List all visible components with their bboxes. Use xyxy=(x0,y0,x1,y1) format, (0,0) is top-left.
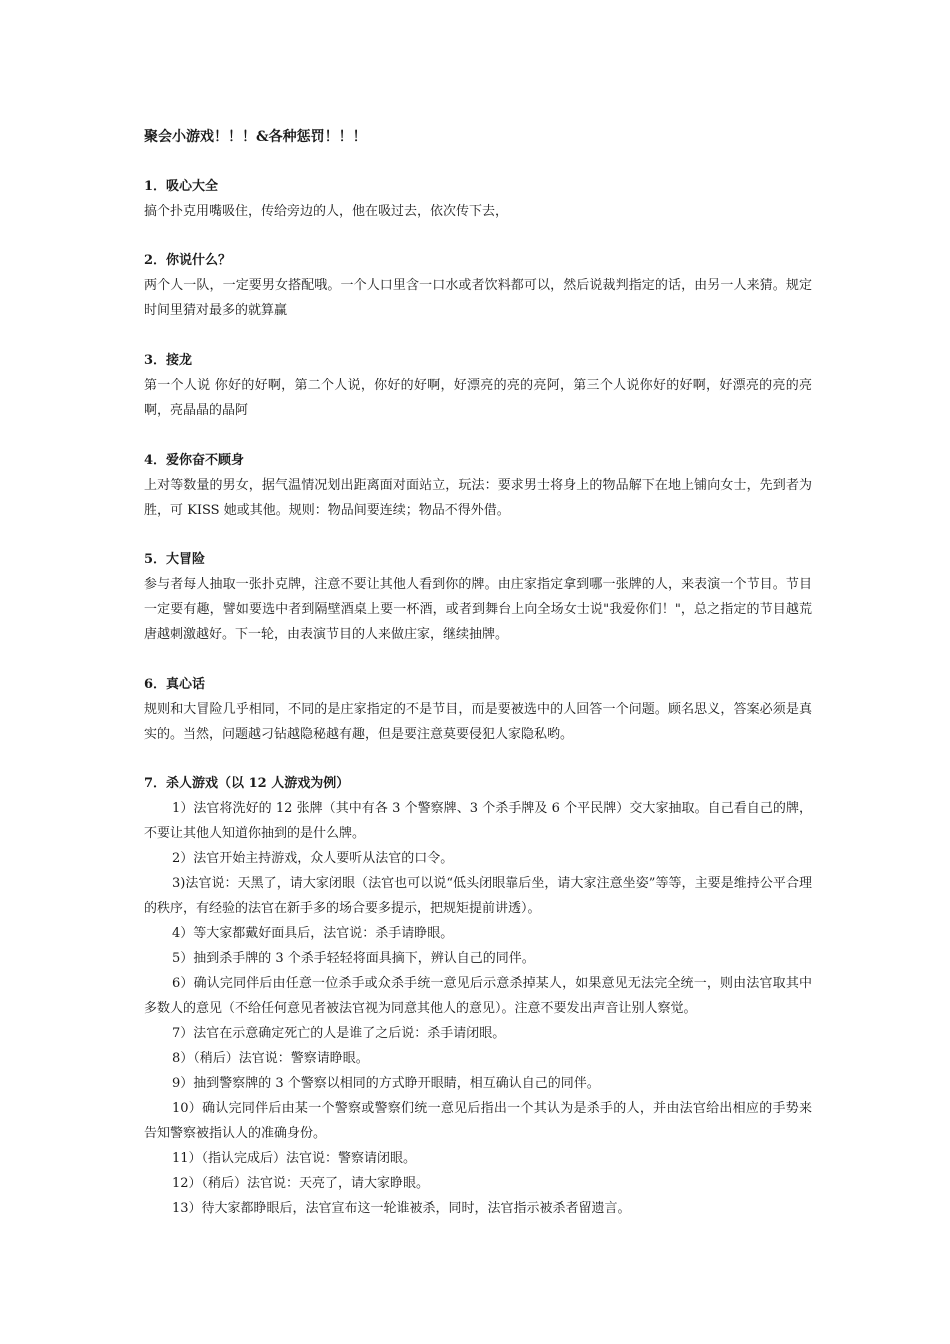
section-7-step-10: 10）确认完同伴后由某一个警察或警察们统一意见后指出一个其认为是杀手的人，并由法官给出相应的手势来告知警察被指认人的准确身份。 xyxy=(144,1101,812,1141)
section-7-step-4: 4）等大家都戴好面具后，法官说：杀手请睁眼。 xyxy=(172,926,454,941)
section-7-step-12: 12）（稍后）法官说：天亮了，请大家睁眼。 xyxy=(172,1176,430,1191)
section-2-heading: 2．你说什么？ xyxy=(144,253,232,268)
section-4-text: 上对等数量的男女，据气温情况划出距离面对面站立，玩法：要求男士将身上的物品解下在地上铺向女士，先到者为胜，可 KISS 她或其他。规则：物品间要连续；物品不得外借。 xyxy=(144,478,812,518)
section-7-step-13: 13）待大家都睁眼后，法官宣布这一轮谁被杀，同时，法官指示被杀者留遗言。 xyxy=(172,1201,631,1216)
section-1-heading: 1．吸心大全 xyxy=(144,179,219,194)
section-7-step-8: 8）（稍后）法官说：警察请睁眼。 xyxy=(172,1051,369,1066)
section-6-text: 规则和大冒险几乎相同，不同的是庄家指定的不是节目，而是要被选中的人回答一个问题。顾名思义，答案必须是真实的。当然，问题越刁钻越隐秘越有趣，但是要注意莫要侵犯人家隐私哟。 xyxy=(144,702,812,742)
section-7-step-7: 7）法官在示意确定死亡的人是谁了之后说：杀手请闭眼。 xyxy=(172,1026,506,1041)
section-7-step-6: 6）确认完同伴后由任意一位杀手或众杀手统一意见后示意杀掉某人，如果意见无法完全统一，则由法官取其中多数人的意见（不给任何意见者被法官视为同意其他人的意见）。注意不要发出声音让别人察觉。 xyxy=(144,976,812,1016)
section-7-step-11: 11）（指认完成后）法官说：警察请闭眼。 xyxy=(172,1151,417,1166)
section-7-step-1: 1）法官将洗好的 12 张牌（其中有各 3 个警察牌、3 个杀手牌及 6 个平民牌）交大家抽取。自己看自己的牌，不要让其他人知道你抽到的是什么牌。 xyxy=(144,801,812,841)
section-1-text: 搞个扑克用嘴吸住，传给旁边的人，他在吸过去，依次传下去， xyxy=(144,204,509,219)
section-7-step-3: 3)法官说：天黑了，请大家闭眼（法官也可以说“低头闭眼靠后坐，请大家注意坐姿”等等，主要是维持公平合理的秩序，有经验的法官在新手多的场合要多提示，把规矩提前讲透）。 xyxy=(144,876,812,916)
section-7-step-9: 9）抽到警察牌的 3 个警察以相同的方式睁开眼睛，相互确认自己的同伴。 xyxy=(172,1076,600,1091)
section-5-heading: 5．大冒险 xyxy=(144,552,206,567)
section-6-heading: 6．真心话 xyxy=(144,677,206,692)
document-title: 聚会小游戏！！！&各种惩罚！！！ xyxy=(144,129,367,145)
section-7-heading: 7．杀人游戏（以 12 人游戏为例） xyxy=(144,776,350,791)
section-3-text: 第一个人说 你好的好啊，第二个人说，你好的好啊，好漂亮的亮的亮阿，第三个人说你好的好啊，好漂亮的亮的亮啊，亮晶晶的晶阿 xyxy=(144,378,812,418)
section-2-text: 两个人一队，一定要男女搭配哦。一个人口里含一口水或者饮料都可以，然后说裁判指定的话，由另一人来猜。规定时间里猜对最多的就算赢 xyxy=(144,278,812,318)
section-7-step-5: 5）抽到杀手牌的 3 个杀手轻轻将面具摘下，辨认自己的同伴。 xyxy=(172,951,535,966)
section-3-heading: 3．接龙 xyxy=(144,353,193,368)
section-4-heading: 4．爱你奋不顾身 xyxy=(144,453,245,468)
section-7-step-2: 2）法官开始主持游戏，众人要听从法官的口令。 xyxy=(172,851,454,866)
section-5-text: 参与者每人抽取一张扑克牌，注意不要让其他人看到你的牌。由庄家指定拿到哪一张牌的人，来表演一个节目。节目一定要有趣，譬如要选中者到隔壁酒桌上要一杯酒，或者到舞台上向全场女士说"我爱你们！"，总之指定的节目越荒唐越刺激越好。下一轮，由表演节目的人来做庄家，继续抽牌。 xyxy=(144,577,812,642)
